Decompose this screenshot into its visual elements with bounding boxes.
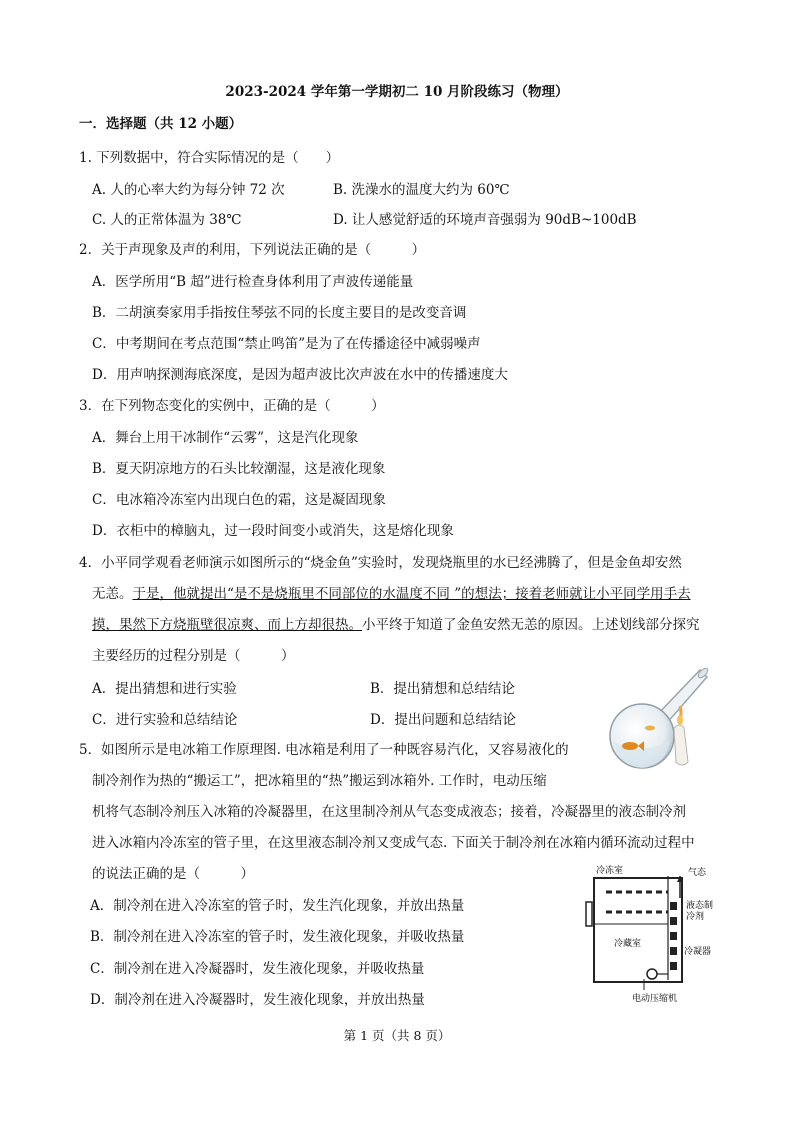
q4-line2-plain: 无恙。 bbox=[92, 586, 133, 602]
diagram-label-compressor: 电动压缩机 bbox=[632, 994, 678, 1004]
q4-line2-underlined: 于是，他就提出“是不是烧瓶里不同部位的水温度不同 ”的想法；接着老师就让小平同学用手去 bbox=[132, 586, 691, 602]
diagram-label-condenser: 冷凝器 bbox=[684, 947, 712, 957]
q1-option-b: B. 洗澡水的温度大约为 60℃ bbox=[333, 182, 510, 198]
diagram-label-freezer: 冷冻室 bbox=[596, 866, 624, 876]
diagram-label-fridge: 冷藏室 bbox=[614, 939, 642, 949]
diagram-label-gas: 气态 bbox=[688, 868, 707, 878]
q4-stem-line4: 主要经历的过程分别是（ ） bbox=[92, 648, 295, 664]
q3-option-c: C．电冰箱冷冻室内出现白色的霜，这是凝固现象 bbox=[92, 492, 386, 508]
q2-option-c: C．中考期间在考点范围“禁止鸣笛”是为了在传播途径中减弱噪声 bbox=[92, 336, 481, 352]
q2-option-a: A．医学所用“B 超”进行检查身体利用了声波传递能量 bbox=[92, 274, 414, 290]
q5-stem-line2: 制冷剂作为热的“搬运工”，把冰箱里的“热”搬运到冰箱外. 工作时，电动压缩 bbox=[92, 773, 547, 789]
q4-stem-line1: 4．小平同学观看老师演示如图所示的“烧金鱼”实验时，发现烧瓶里的水已经沸腾了，但是金鱼却安然 bbox=[79, 555, 682, 571]
q2-option-b: B．二胡演奏家用手指按住琴弦不同的长度主要目的是改变音调 bbox=[92, 305, 467, 321]
q3-option-b: B．夏天阴凉地方的石头比较潮湿，这是液化现象 bbox=[92, 461, 386, 477]
q5-stem-line1: 5．如图所示是电冰箱工作原理图. 电冰箱是利用了一种既容易汽化，又容易液化的 bbox=[79, 742, 569, 758]
q4-option-c: C．进行实验和总结结论 bbox=[92, 712, 238, 728]
q5-stem-line4: 进入冰箱内冷冻室的管子里，在这里液态制冷剂又变成气态. 下面关于制冷剂在冰箱内循环流动过程中 bbox=[92, 835, 695, 851]
goldfish-flask-illustration bbox=[604, 662, 714, 782]
q2-stem: 2．关于声现象及声的利用，下列说法正确的是（ ） bbox=[79, 242, 426, 258]
q5-option-a: A．制冷剂在进入冷冻室的管子时，发生汽化现象，并放出热量 bbox=[90, 898, 465, 914]
section-heading: 一．选择题（共 12 小题） bbox=[79, 116, 243, 132]
q4-stem-line2 bbox=[92, 582, 691, 602]
q1-option-d: D. 让人感觉舒适的环境声音强弱为 90dB~100dB bbox=[333, 212, 637, 228]
q1-option-c: C. 人的正常体温为 38℃ bbox=[92, 212, 242, 228]
q4-option-b: B．提出猜想和总结结论 bbox=[370, 681, 515, 697]
q5-option-b: B．制冷剂在进入冷冻室的管子时，发生液化现象，并吸收热量 bbox=[90, 929, 465, 945]
page-footer: 第 1 页（共 8 页） bbox=[343, 1028, 451, 1043]
q3-stem: 3．在下列物态变化的实例中，正确的是（ ） bbox=[79, 398, 385, 414]
page-title: 2023-2024 学年第一学期初二 10 月阶段练习（物理） bbox=[225, 84, 569, 100]
q5-stem-line3: 机将气态制冷剂压入冰箱的冷凝器里，在这里制冷剂从气态变成液态；接着，冷凝器里的液态制冷剂 bbox=[92, 804, 686, 820]
q3-option-d: D．衣柜中的樟脑丸，过一段时间变小或消失，这是熔化现象 bbox=[92, 523, 454, 539]
q1-stem: 1. 下列数据中，符合实际情况的是（ ） bbox=[79, 150, 340, 166]
q4-line3-underlined: 摸，果然下方烧瓶壁很凉爽、而上方却很热。 bbox=[92, 617, 362, 633]
q4-option-a: A．提出猜想和进行实验 bbox=[92, 681, 237, 697]
q4-stem-line3 bbox=[92, 613, 700, 633]
q5-stem-line5: 的说法正确的是（ ） bbox=[92, 866, 254, 882]
refrigerator-diagram bbox=[576, 862, 726, 1007]
q1-option-a: A. 人的心率大约为每分钟 72 次 bbox=[92, 182, 285, 198]
diagram-label-liquid-2: 冷剂 bbox=[686, 912, 705, 922]
q2-option-d: D．用声呐探测海底深度，是因为超声波比次声波在水中的传播速度大 bbox=[92, 367, 508, 383]
q5-option-d: D．制冷剂在进入冷凝器时，发生液化现象，并放出热量 bbox=[90, 992, 425, 1008]
q4-option-d: D．提出问题和总结结论 bbox=[370, 712, 516, 728]
diagram-label-liquid-1: 液态制 bbox=[686, 901, 714, 911]
q4-line3-plain: 小平终于知道了金鱼安然无恙的原因。上述划线部分探究 bbox=[362, 617, 700, 633]
q5-option-c: C．制冷剂在进入冷凝器时，发生液化现象，并吸收热量 bbox=[90, 961, 425, 977]
q3-option-a: A．舞台上用干冰制作“云雾”，这是汽化现象 bbox=[92, 430, 359, 446]
